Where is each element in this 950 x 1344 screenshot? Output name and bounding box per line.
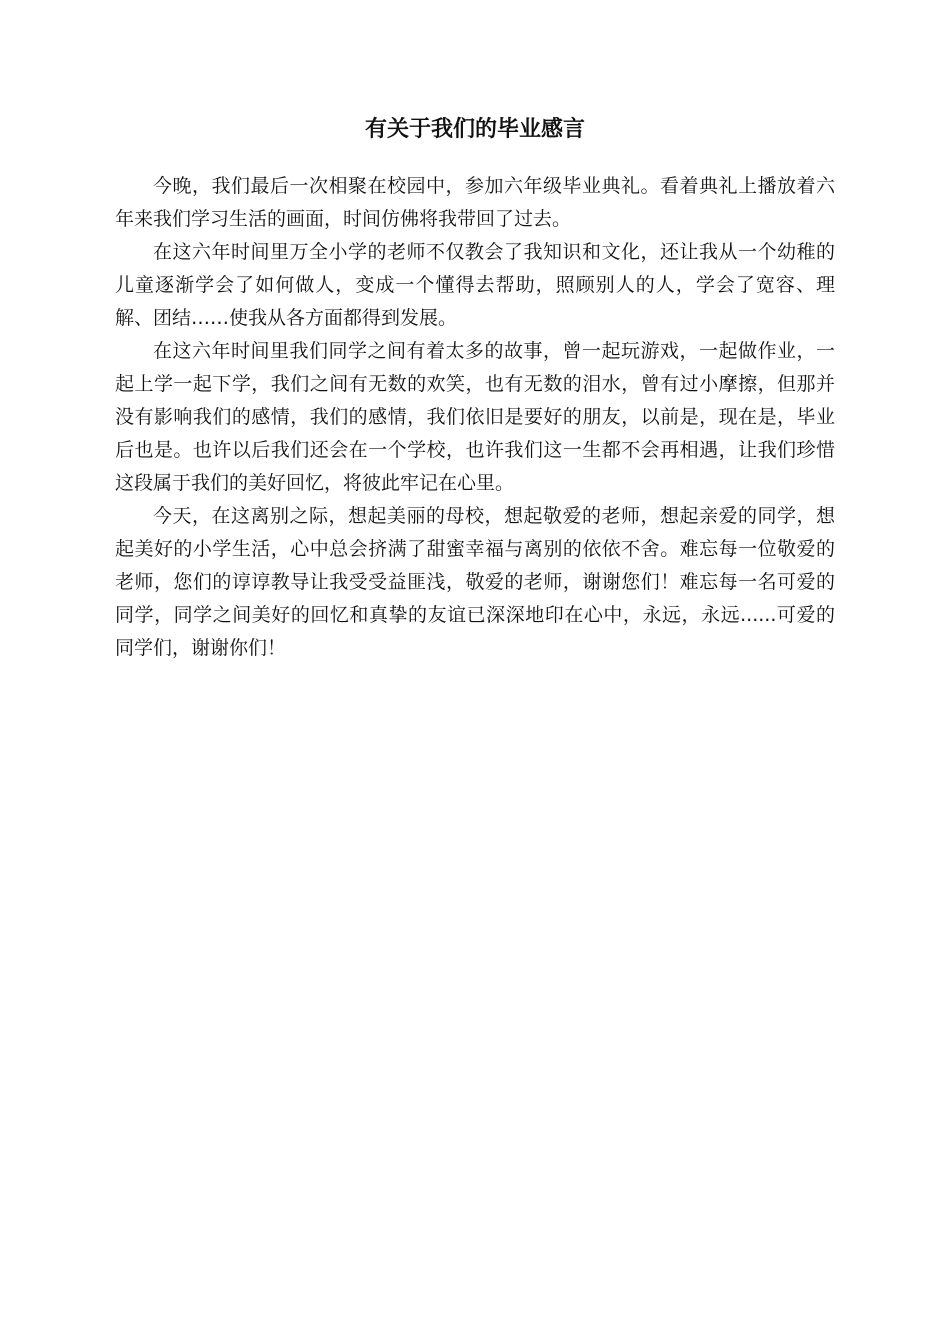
document-title: 有关于我们的毕业感言 (364, 117, 585, 142)
paragraph-4: 今天，在这离别之际，想起美丽的母校，想起敬爱的老师，想起亲爱的同学，想起美好的小学生活，心中总会挤满了甜蜜幸福与离别的依依不舍。难忘每一位敬爱的老师，您们的谆谆教导让我受受益匪浅，敬爱的老师，谢谢您们！难忘每一名可爱的同学，同学之间美好的回忆和真挚的友谊已深深地印在心中，永远，永远......可爱的同学们，谢谢你们！ (115, 505, 835, 659)
paragraph-1: 今晚，我们最后一次相聚在校园中，参加六年级毕业典礼。看着典礼上播放着六年来我们学习生活的画面，时间仿佛将我带回了过去。 (115, 175, 835, 230)
paragraph-3: 在这六年时间里我们同学之间有着太多的故事，曾一起玩游戏，一起做作业，一起上学一起下学，我们之间有无数的欢笑，也有无数的泪水，曾有过小摩擦，但那并没有影响我们的感情，我们的感情，我们依旧是要好的朋友，以前是，现在是，毕业后也是。也许以后我们还会在一个学校，也许我们这一生都不会再相遇，让我们珍惜这段属于我们的美好回忆，将彼此牢记在心里。 (115, 340, 835, 494)
paragraph-2: 在这六年时间里万全小学的老师不仅教会了我知识和文化，还让我从一个幼稚的儿童逐渐学会了如何做人，变成一个懂得去帮助，照顾别人的人，学会了宽容、理解、团结……使我从各方面都得到发展。 (115, 241, 835, 329)
document-body (115, 170, 835, 665)
